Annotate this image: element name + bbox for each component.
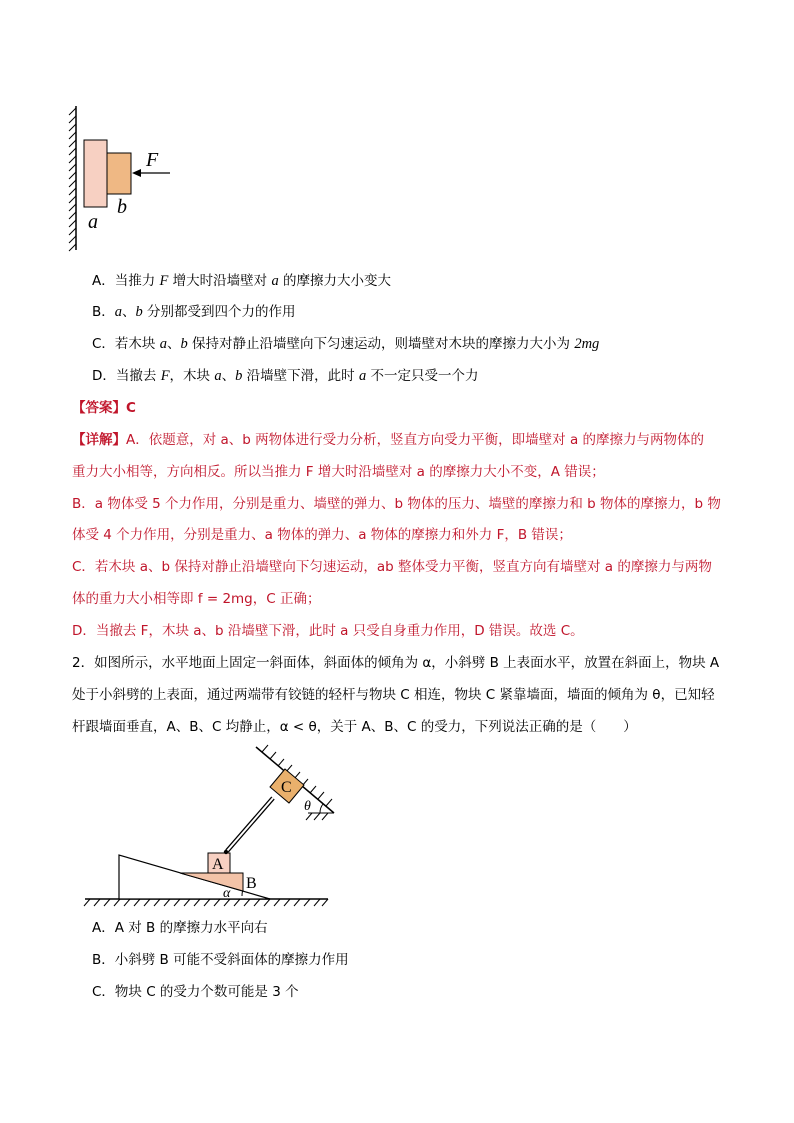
q1-analysis-line-3: B．a 物体受 5 个力作用，分别是重力、墙壁的弹力、b 物体的压力、墙壁的摩擦力和 b 物体的摩擦力，b 物 (72, 496, 721, 512)
label-theta: θ (304, 799, 311, 814)
q1-option-c: C．若木块 a、b 保持对静止沿墙壁向下匀速运动，则墙壁对木块的摩擦力大小为 2mg (92, 336, 600, 352)
q2-option-a: A．A 对 B 的摩擦力水平向右 (92, 920, 268, 936)
theta-arc (320, 804, 323, 813)
q1-analysis-line-4: 体受 4 个力作用，分别是重力、a 物体的弹力、a 物体的摩擦力和外力 F，B 错误； (72, 527, 572, 543)
q1-analysis-line-5: C．若木块 a、b 保持对静止沿墙壁向下匀速运动，ab 整体受力平衡，竖直方向有墙壁对 a 的摩擦力与两物 (72, 559, 712, 575)
q1-analysis-line-6: 体的重力大小相等即 f = 2mg，C 正确； (72, 591, 321, 607)
figure-wall-blocks (66, 100, 186, 260)
q2-stem-line-1: 2．如图所示，水平地面上固定一斜面体，斜面体的倾角为 α，小斜劈 B 上表面水平，放置在斜面上，物块 A (72, 655, 720, 671)
rod (224, 798, 273, 854)
q1-analysis-line-7: D．当撤去 F，木块 a、b 沿墙壁下滑，此时 a 只受自身重力作用，D 错误。故选 C。 (72, 623, 584, 639)
ground-hatch (84, 899, 328, 906)
q2-stem-line-2: 处于小斜劈的上表面，通过两端带有铰链的轻杆与物块 C 相连，物块 C 紧靠墙面，墙面的倾角为 θ，已知轻 (72, 687, 715, 703)
label-B: B (246, 875, 257, 892)
q2-option-c: C．物块 C 的受力个数可能是 3 个 (92, 984, 299, 1000)
figure-incline-rod (80, 742, 340, 912)
label-a: a (88, 211, 98, 233)
q1-option-a: A．当推力 F 增大时沿墙壁对 a 的摩擦力大小变大 (92, 273, 392, 289)
block-b (107, 153, 131, 194)
q2-stem-line-3: 杆跟墙面垂直，A、B、C 均静止，α < θ，关于 A、B、C 的受力，下列说法正确的是（ ） (72, 719, 637, 735)
wall-hatch (69, 106, 76, 251)
label-alpha: α (223, 886, 231, 901)
answer-value: C (126, 400, 136, 416)
label-A: A (212, 856, 224, 873)
analysis-tag: 【详解】 (72, 432, 126, 448)
answer-tag: 【答案】 (72, 400, 126, 416)
block-a (84, 140, 107, 207)
label-b: b (117, 196, 127, 218)
label-F: F (146, 149, 159, 171)
q1-option-b: B．a、b 分别都受到四个力的作用 (92, 304, 296, 320)
label-C: C (281, 779, 292, 796)
q1-option-d: D．当撤去 F，木块 a、b 沿墙壁下滑，此时 a 不一定只受一个力 (92, 368, 479, 384)
q1-analysis-line-2: 重力大小相等，方向相反。所以当推力 F 增大时沿墙壁对 a 的摩擦力大小不变，A 错误； (72, 464, 605, 480)
q1-analysis-line-1: 【详解】A．依题意，对 a、b 两物体进行受力分析，竖直方向受力平衡，即墙壁对 a 的摩擦力与两物体的 (72, 432, 705, 448)
q2-option-b: B．小斜劈 B 可能不受斜面体的摩擦力作用 (92, 952, 349, 968)
q1-answer (72, 398, 136, 418)
